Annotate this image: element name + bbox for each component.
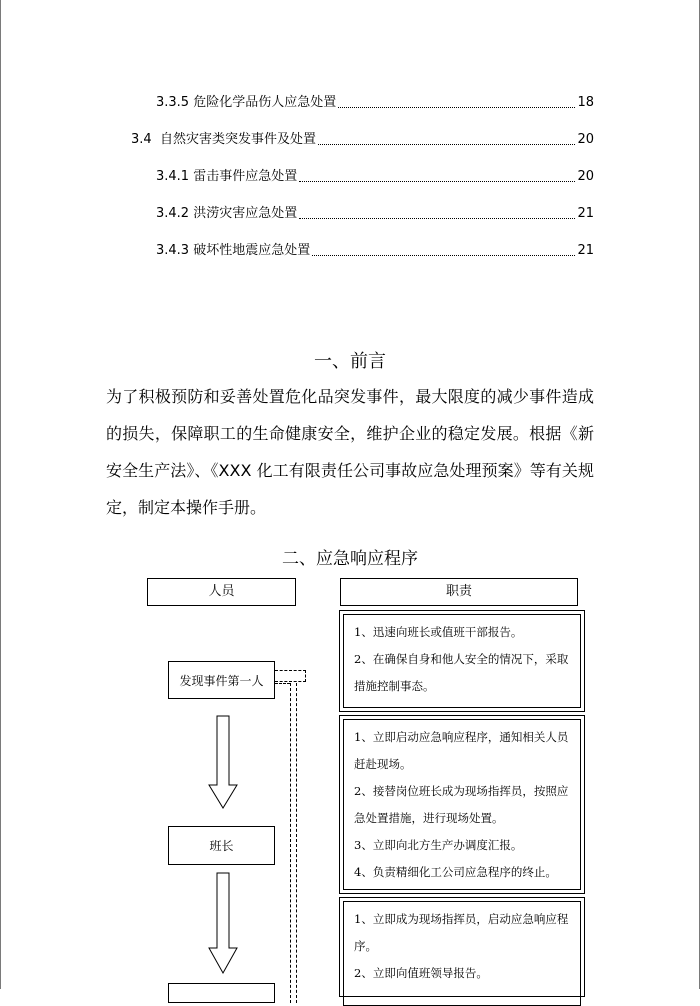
- duty-item: 1、立即启动应急响应程序，通知相关人员赶赴现场。: [354, 730, 569, 771]
- dashed-connector: [275, 670, 306, 682]
- duty-box-third: [339, 897, 585, 997]
- dashed-connector: [290, 683, 297, 1003]
- toc-page: 20: [577, 132, 594, 147]
- procedure-heading: 二、应急响应程序: [282, 549, 418, 569]
- toc-entry[interactable]: [156, 165, 594, 185]
- toc-page: 20: [577, 169, 594, 184]
- toc-number: 3.3.5: [156, 95, 194, 110]
- duty-item: 1、迅速向班长或值班干部报告。: [354, 625, 523, 639]
- role-first-discoverer: 发现事件第一人: [168, 661, 275, 699]
- duty-item: 4、负责精细化工公司应急程序的终止。: [354, 865, 557, 879]
- personnel-header: 人员: [147, 578, 296, 606]
- toc-entry[interactable]: [156, 239, 594, 259]
- role-box-partial: [168, 983, 275, 1003]
- toc-number: 3.4.2: [156, 206, 194, 221]
- toc-number: 3.4: [131, 132, 160, 147]
- duty-item: 2、立即向值班领导报告。: [354, 966, 488, 980]
- duty-box-team-leader: [339, 715, 585, 894]
- duty-box-first-person: [339, 610, 585, 712]
- duty-header: 职责: [340, 578, 578, 606]
- toc-title: 雷击事件应急处置: [193, 169, 298, 184]
- down-arrow-icon: [207, 715, 239, 810]
- toc-page: 18: [577, 95, 594, 110]
- duty-item: 1、立即成为现场指挥员，启动应急响应程序。: [354, 912, 569, 953]
- toc-title: 洪涝灾害应急处置: [193, 206, 298, 221]
- page-border-left: [0, 0, 1, 989]
- toc-page: 21: [577, 243, 594, 258]
- duty-item: 2、在确保自身和他人安全的情况下，采取措施控制事态。: [354, 652, 569, 693]
- toc-entry[interactable]: [131, 128, 594, 148]
- duty-item: 3、立即向北方生产办调度汇报。: [354, 838, 523, 852]
- toc-number: 3.4.3: [156, 243, 194, 258]
- toc-leader: [338, 107, 575, 108]
- role-team-leader: 班长: [168, 826, 275, 865]
- toc-leader: [312, 255, 575, 256]
- dashed-connector: [275, 683, 290, 684]
- down-arrow-icon: [207, 872, 239, 975]
- toc-leader: [299, 218, 575, 219]
- preface-body: 为了积极预防和妥善处置危化品突发事件，最大限度的减少事件造成的损失，保障职工的生命健康安全，维护企业的稳定发展。根据《新安全生产法》、《XXX 化工有限责任公司事故应急处理预案》等有关规定，制定本操作手册。: [106, 387, 594, 517]
- toc-entry[interactable]: [156, 202, 594, 222]
- toc-title: 危险化学品伤人应急处置: [193, 95, 337, 110]
- toc-leader: [299, 181, 575, 182]
- toc-leader: [318, 144, 575, 145]
- toc-entry[interactable]: [156, 91, 594, 111]
- toc-page: 21: [577, 206, 594, 221]
- toc-title: 自然灾害类突发事件及处置: [159, 132, 316, 147]
- preface-heading: 一、前言: [314, 351, 386, 372]
- toc-number: 3.4.1: [156, 169, 194, 184]
- duty-item: 2、接替岗位班长成为现场指挥员，按照应急处置措施，进行现场处置。: [354, 784, 569, 825]
- toc-title: 破坏性地震应急处置: [193, 243, 311, 258]
